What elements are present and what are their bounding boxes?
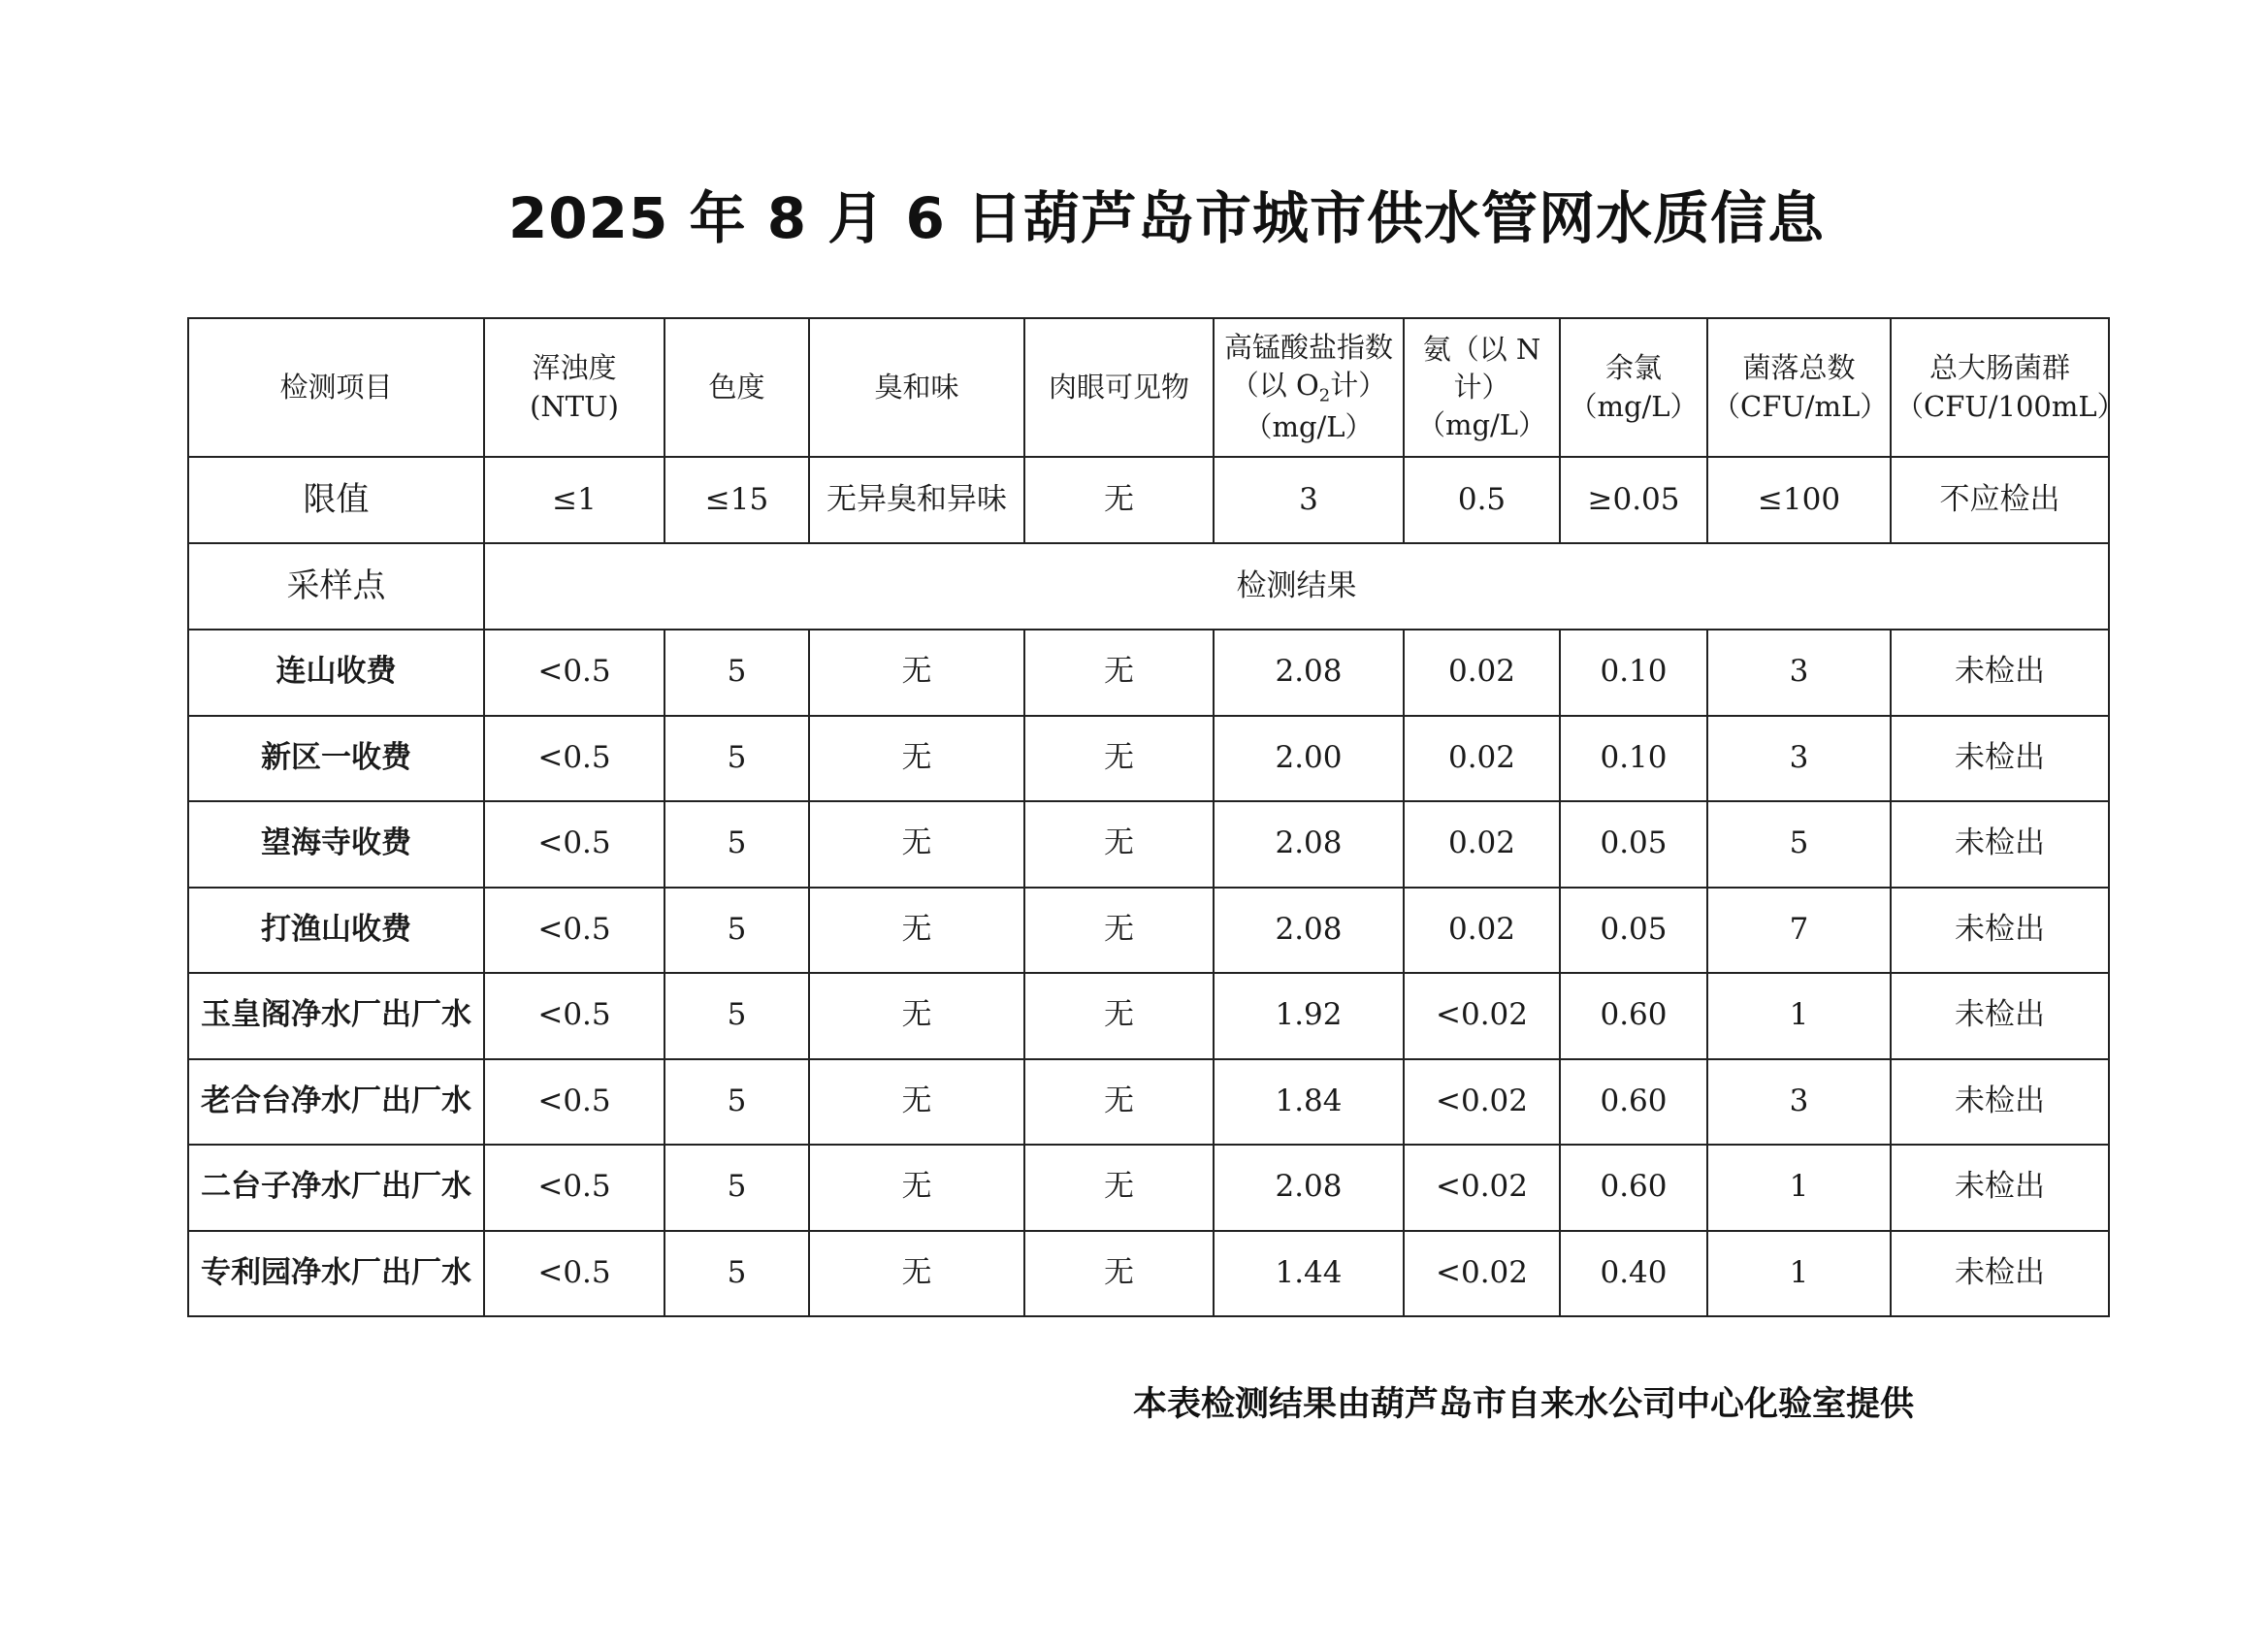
limit-cell: 不应检出 xyxy=(1891,457,2109,543)
result-cell: <0.02 xyxy=(1404,973,1560,1059)
result-cell: 无 xyxy=(809,973,1024,1059)
limits-label: 限值 xyxy=(188,457,484,543)
result-cell: 未检出 xyxy=(1891,888,2109,974)
result-cell: 1 xyxy=(1707,1231,1891,1317)
result-cell: 2.08 xyxy=(1214,801,1404,888)
result-cell: 未检出 xyxy=(1891,973,2109,1059)
header-permanganate-line1: 高锰酸盐指数 xyxy=(1223,331,1393,365)
site-name: 连山收费 xyxy=(188,630,484,716)
limit-cell: 无异臭和异味 xyxy=(809,457,1024,543)
result-cell: 1 xyxy=(1707,973,1891,1059)
site-name: 打渔山收费 xyxy=(188,888,484,974)
result-cell: <0.02 xyxy=(1404,1145,1560,1231)
result-cell: 2.08 xyxy=(1214,630,1404,716)
site-name: 老合台净水厂出厂水 xyxy=(188,1059,484,1146)
result-cell: 5 xyxy=(664,630,809,716)
header-coliform-line2: （CFU/100mL） xyxy=(1895,389,2125,423)
result-cell: 0.02 xyxy=(1404,888,1560,974)
result-cell: <0.02 xyxy=(1404,1231,1560,1317)
result-cell: 5 xyxy=(664,801,809,888)
result-cell: 无 xyxy=(1024,716,1214,802)
header-permanganate-line2 xyxy=(1218,367,1399,408)
result-cell: <0.5 xyxy=(484,1231,664,1317)
result-cell: 0.05 xyxy=(1560,801,1707,888)
header-color: 色度 xyxy=(664,318,809,457)
result-cell: 未检出 xyxy=(1891,630,2109,716)
header-colony-line1: 菌落总数 xyxy=(1742,351,1856,385)
result-cell: 无 xyxy=(809,630,1024,716)
table-row xyxy=(188,973,2109,1059)
result-cell: 0.02 xyxy=(1404,801,1560,888)
result-cell: <0.5 xyxy=(484,973,664,1059)
result-cell: 2.00 xyxy=(1214,716,1404,802)
header-permanganate-line3: （mg/L） xyxy=(1244,409,1374,443)
result-cell: 7 xyxy=(1707,888,1891,974)
header-chlorine-line2: （mg/L） xyxy=(1569,389,1699,423)
header-colony-line2: （CFU/mL） xyxy=(1712,389,1889,423)
header-ammonia xyxy=(1404,318,1560,457)
limit-cell: ≤100 xyxy=(1707,457,1891,543)
site-name: 新区一收费 xyxy=(188,716,484,802)
result-cell: 无 xyxy=(809,1145,1024,1231)
result-cell: 无 xyxy=(809,888,1024,974)
limits-row xyxy=(188,457,2109,543)
result-cell: <0.02 xyxy=(1404,1059,1560,1146)
footer-note: 本表检测结果由葫芦岛市自来水公司中心化验室提供 xyxy=(1133,1385,1915,1424)
result-cell: 未检出 xyxy=(1891,716,2109,802)
header-chlorine-line1: 余氯 xyxy=(1604,351,1662,385)
result-cell: 5 xyxy=(664,1145,809,1231)
result-cell: 未检出 xyxy=(1891,1059,2109,1146)
header-permanganate-line2b: 计） xyxy=(1330,369,1387,403)
result-cell: 5 xyxy=(664,1231,809,1317)
sampling-row xyxy=(188,543,2109,630)
limit-cell: ≥0.05 xyxy=(1560,457,1707,543)
result-cell: 1 xyxy=(1707,1145,1891,1231)
header-coliform-line1: 总大肠菌群 xyxy=(1928,351,2070,385)
table-row xyxy=(188,1059,2109,1146)
result-cell: 5 xyxy=(1707,801,1891,888)
result-cell: <0.5 xyxy=(484,888,664,974)
result-cell: 无 xyxy=(809,1231,1024,1317)
result-cell: 0.05 xyxy=(1560,888,1707,974)
table-row xyxy=(188,1145,2109,1231)
result-cell: 未检出 xyxy=(1891,801,2109,888)
result-cell: 5 xyxy=(664,888,809,974)
result-cell: 无 xyxy=(809,801,1024,888)
header-row xyxy=(188,318,2109,457)
header-ammonia-line1: 氨（以 N 计） xyxy=(1422,332,1541,404)
result-cell: 无 xyxy=(1024,801,1214,888)
result-cell: 0.10 xyxy=(1560,716,1707,802)
result-cell: 3 xyxy=(1707,630,1891,716)
site-name: 专利园净水厂出厂水 xyxy=(188,1231,484,1317)
result-cell: 2.08 xyxy=(1214,1145,1404,1231)
result-cell: 无 xyxy=(809,1059,1024,1146)
header-ammonia-line2: （mg/L） xyxy=(1416,408,1547,442)
result-cell: 1.92 xyxy=(1214,973,1404,1059)
result-cell: 5 xyxy=(664,1059,809,1146)
header-item: 检测项目 xyxy=(188,318,484,457)
table-row xyxy=(188,888,2109,974)
result-cell: 1.84 xyxy=(1214,1059,1404,1146)
result-cell: 0.10 xyxy=(1560,630,1707,716)
result-cell: 0.60 xyxy=(1560,1059,1707,1146)
result-cell: 0.02 xyxy=(1404,630,1560,716)
sampling-label: 采样点 xyxy=(188,543,484,630)
site-name: 望海寺收费 xyxy=(188,801,484,888)
result-cell: 5 xyxy=(664,973,809,1059)
result-cell: <0.5 xyxy=(484,630,664,716)
result-cell: 0.60 xyxy=(1560,973,1707,1059)
result-label: 检测结果 xyxy=(484,543,2109,630)
table-row xyxy=(188,716,2109,802)
result-cell: 未检出 xyxy=(1891,1231,2109,1317)
table-row xyxy=(188,630,2109,716)
result-cell: <0.5 xyxy=(484,716,664,802)
table-row xyxy=(188,801,2109,888)
result-cell: 无 xyxy=(1024,1231,1214,1317)
result-cell: 2.08 xyxy=(1214,888,1404,974)
table-row xyxy=(188,1231,2109,1317)
result-cell: 无 xyxy=(1024,1145,1214,1231)
result-cell: 无 xyxy=(1024,888,1214,974)
result-cell: 3 xyxy=(1707,716,1891,802)
header-permanganate-line2a: （以 O xyxy=(1230,369,1319,403)
result-cell: 无 xyxy=(1024,630,1214,716)
header-coliform xyxy=(1891,318,2125,457)
site-name: 二台子净水厂出厂水 xyxy=(188,1145,484,1231)
limit-cell: ≤15 xyxy=(664,457,809,543)
site-name: 玉皇阁净水厂出厂水 xyxy=(188,973,484,1059)
limit-cell: ≤1 xyxy=(484,457,664,543)
result-cell: 无 xyxy=(809,716,1024,802)
result-cell: <0.5 xyxy=(484,1145,664,1231)
page-title: 2025 年 8 月 6 日葫芦岛市城市供水管网水质信息 xyxy=(507,185,1826,251)
result-cell: 1.44 xyxy=(1214,1231,1404,1317)
water-quality-table xyxy=(187,317,2125,1317)
header-colony xyxy=(1707,318,1891,457)
limit-cell: 0.5 xyxy=(1404,457,1560,543)
result-cell: <0.5 xyxy=(484,801,664,888)
limit-cell: 无 xyxy=(1024,457,1214,543)
result-cell: 0.60 xyxy=(1560,1145,1707,1231)
header-turbidity: 浑浊度(NTU) xyxy=(484,318,664,457)
header-permanganate xyxy=(1214,318,1404,457)
result-cell: 无 xyxy=(1024,1059,1214,1146)
result-cell: <0.5 xyxy=(484,1059,664,1146)
result-cell: 未检出 xyxy=(1891,1145,2109,1231)
header-permanganate-subscript: 2 xyxy=(1318,385,1331,406)
result-cell: 0.02 xyxy=(1404,716,1560,802)
result-cell: 无 xyxy=(1024,973,1214,1059)
limit-cell: 3 xyxy=(1214,457,1404,543)
result-cell: 0.40 xyxy=(1560,1231,1707,1317)
result-cell: 3 xyxy=(1707,1059,1891,1146)
header-chlorine xyxy=(1560,318,1707,457)
result-cell: 5 xyxy=(664,716,809,802)
header-visible-matter: 肉眼可见物 xyxy=(1024,318,1214,457)
header-odor: 臭和味 xyxy=(809,318,1024,457)
